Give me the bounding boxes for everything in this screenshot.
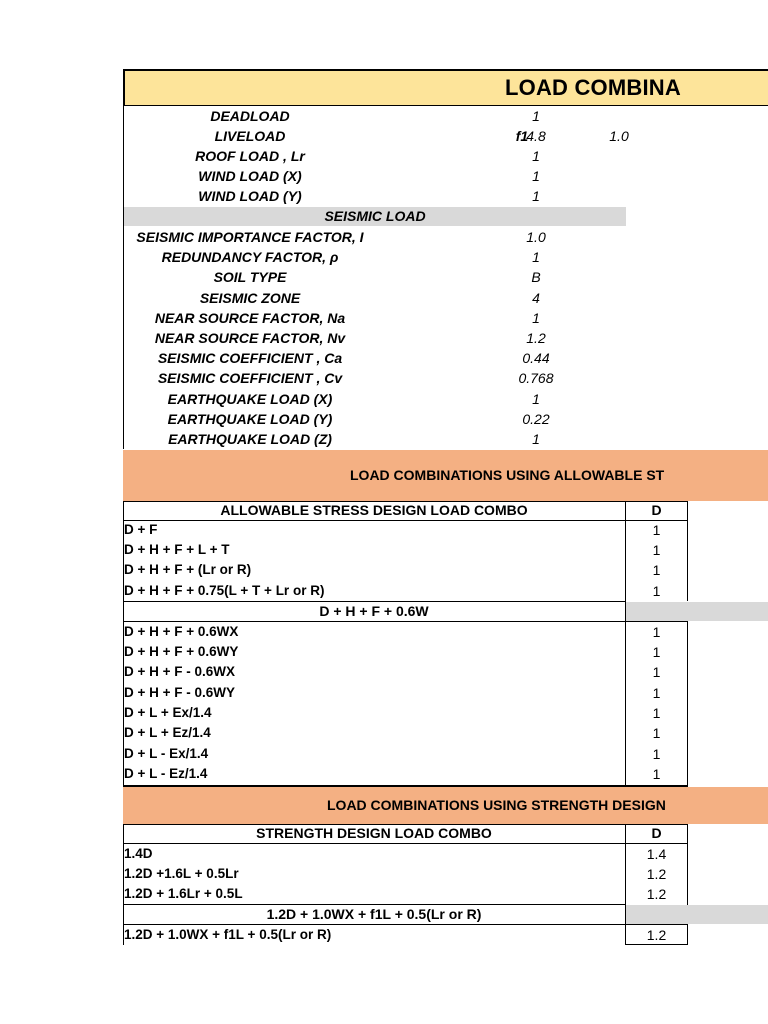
asd-d-value: 1 <box>652 624 661 640</box>
seismic-value: 1 <box>532 310 540 326</box>
asd-d-value: 1 <box>652 705 661 721</box>
seismic-label: REDUNDANCY FACTOR, ρ <box>161 249 339 265</box>
asd-d-value: 1 <box>652 766 661 782</box>
seismic-load-header: SEISMIC LOAD <box>124 207 626 226</box>
param-value: 1 <box>532 148 540 164</box>
asd-d-value: 1 <box>652 685 661 701</box>
seismic-value: 1.2 <box>526 330 546 346</box>
seismic-value: 1 <box>532 391 540 407</box>
asd-d-value: 1 <box>652 664 661 680</box>
param-label: ROOF LOAD , Lr <box>195 148 305 164</box>
seismic-value: B <box>531 269 541 285</box>
seismic-label: SOIL TYPE <box>213 269 287 285</box>
seismic-value: 4 <box>532 290 540 306</box>
sd-subheader: 1.2D + 1.0WX + f1L + 0.5(Lr or R) <box>266 906 482 922</box>
asd-d-value: 1 <box>652 746 661 762</box>
asd-combo: D + H + F - 0.6WX <box>124 664 236 679</box>
sd-d-value: 1.2 <box>646 866 667 882</box>
seismic-label: EARTHQUAKE LOAD (Y) <box>167 411 333 427</box>
seismic-label: NEAR SOURCE FACTOR, Nv <box>154 330 346 346</box>
asd-combo: D + H + F + 0.6WX <box>124 624 239 639</box>
param-label: LIVELOAD <box>214 128 286 144</box>
sd-subheader-fill <box>626 905 768 924</box>
param-label: DEADLOAD <box>210 108 290 124</box>
sd-combo: 1.2D +1.6L + 0.5Lr <box>124 866 239 881</box>
seismic-label: SEISMIC ZONE <box>199 290 301 306</box>
asd-combo: D + H + F + (Lr or R) <box>124 562 252 577</box>
sd-combo: 1.2D + 1.6Lr + 0.5L <box>124 886 243 901</box>
seismic-value: 0.44 <box>522 350 550 366</box>
asd-d-value: 1 <box>652 583 661 599</box>
seismic-value: 0.22 <box>522 411 550 427</box>
seismic-label: SEISMIC IMPORTANCE FACTOR, I <box>136 229 364 245</box>
sd-section-title: LOAD COMBINATIONS USING STRENGTH DESIGN <box>327 797 666 813</box>
param-value: 1 <box>532 108 540 124</box>
asd-combo: D + H + F + 0.6WY <box>124 644 239 659</box>
seismic-label: SEISMIC COEFFICIENT , Cv <box>157 370 343 386</box>
param-value: 1 <box>532 188 540 204</box>
asd-d-value: 1 <box>652 542 661 558</box>
asd-d-value: 1 <box>652 644 661 660</box>
sd-combo: 1.2D + 1.0WX + f1L + 0.5(Lr or R) <box>124 927 332 942</box>
param-value: 4.8 <box>526 128 546 144</box>
f1-label: f1 <box>515 128 529 144</box>
seismic-label: EARTHQUAKE LOAD (X) <box>167 391 333 407</box>
seismic-label: EARTHQUAKE LOAD (Z) <box>168 431 332 447</box>
sd-d-header: D <box>651 825 662 841</box>
asd-d-value: 1 <box>652 522 661 538</box>
sheet-title: LOAD COMBINA <box>505 75 681 100</box>
asd-combo: D + L - Ez/1.4 <box>124 766 208 781</box>
asd-combo: D + H + F + L + T <box>124 542 230 557</box>
seismic-label: NEAR SOURCE FACTOR, Na <box>154 310 346 326</box>
param-label: WIND LOAD (X) <box>198 168 302 184</box>
asd-subheader: D + H + F + 0.6W <box>319 603 429 619</box>
asd-column-header: ALLOWABLE STRESS DESIGN LOAD COMBO <box>220 502 528 518</box>
asd-combo: D + H + F + 0.75(L + T + Lr or R) <box>124 583 325 598</box>
asd-section-title: LOAD COMBINATIONS USING ALLOWABLE ST <box>350 467 665 483</box>
asd-combo: D + L + Ex/1.4 <box>124 705 212 720</box>
seismic-label: SEISMIC COEFFICIENT , Ca <box>157 350 343 366</box>
asd-subheader-fill <box>626 602 768 621</box>
asd-combo: D + L + Ez/1.4 <box>124 725 211 740</box>
param-value: 1 <box>532 168 540 184</box>
sd-d-value: 1.4 <box>646 846 667 862</box>
asd-combo: D + H + F - 0.6WY <box>124 685 236 700</box>
seismic-value: 1 <box>532 431 540 447</box>
asd-d-header: D <box>651 502 662 518</box>
asd-combo: D + F <box>124 522 158 537</box>
sd-d-value: 1.2 <box>646 886 667 902</box>
sd-column-header: STRENGTH DESIGN LOAD COMBO <box>256 825 492 841</box>
seismic-value: 1 <box>532 249 540 265</box>
sd-combo: 1.4D <box>124 846 153 861</box>
asd-d-value: 1 <box>652 725 661 741</box>
f1-value: 1.0 <box>609 128 629 144</box>
seismic-value: 0.768 <box>518 370 554 386</box>
sd-d-value: 1.2 <box>646 927 667 943</box>
param-label: WIND LOAD (Y) <box>198 188 302 204</box>
seismic-value: 1.0 <box>526 229 546 245</box>
asd-combo: D + L - Ex/1.4 <box>124 746 209 761</box>
asd-d-value: 1 <box>652 562 661 578</box>
